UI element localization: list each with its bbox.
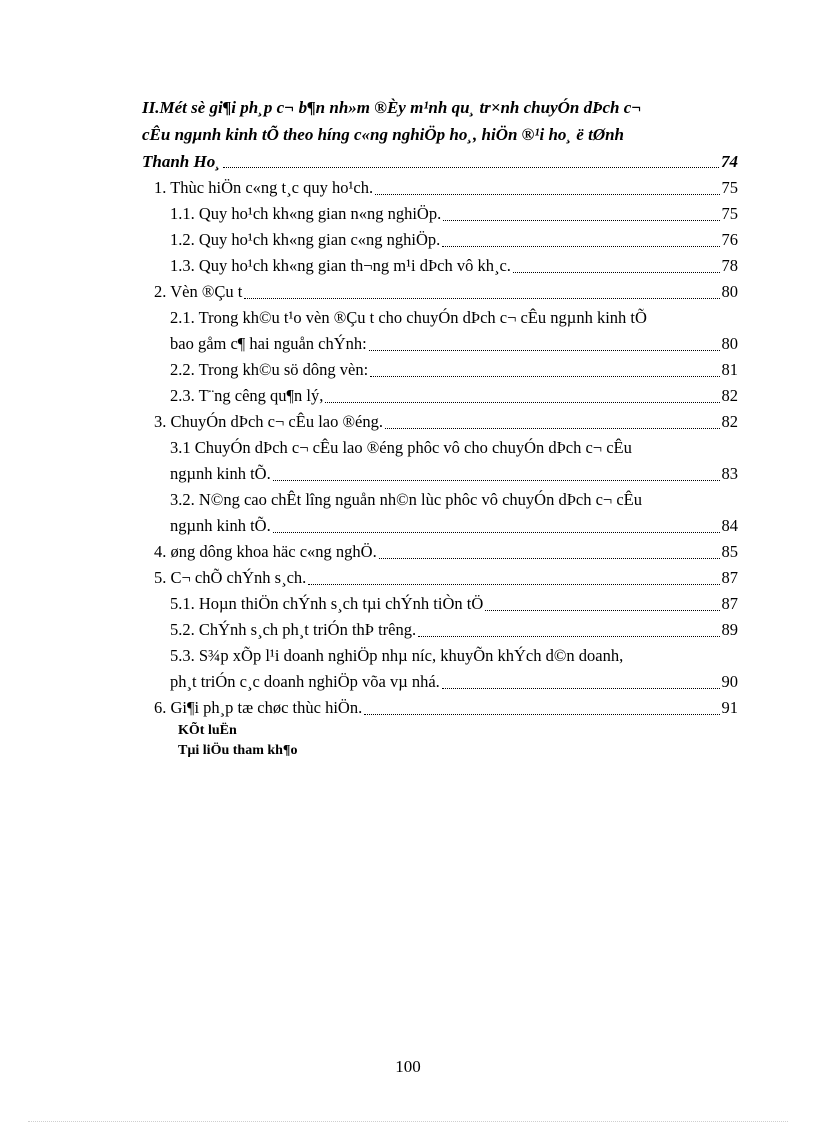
toc-entry-page: 78 xyxy=(721,256,738,275)
footer-divider xyxy=(28,1121,788,1122)
toc-entry-page: 84 xyxy=(721,516,738,535)
toc-entry[interactable] xyxy=(142,253,738,279)
toc-entry[interactable] xyxy=(142,565,738,591)
toc-entry-title: 1. Thùc hiÖn c«ng t¸c quy ho¹ch. xyxy=(154,178,374,197)
toc-entry-title: ngµnh kinh tÕ. xyxy=(170,516,271,535)
leader-dots xyxy=(485,610,719,611)
toc-entry-page: 90 xyxy=(721,672,738,691)
toc-entry[interactable] xyxy=(142,539,738,565)
toc-entry[interactable] xyxy=(142,669,738,695)
leader-dots xyxy=(418,636,719,637)
toc-entry-title: 5. C¬ chÕ chÝnh s¸ch. xyxy=(154,568,307,587)
toc-entry-page: 89 xyxy=(721,620,738,639)
toc-entry-page: 76 xyxy=(721,230,738,249)
toc-entry-page: 87 xyxy=(721,568,738,587)
heading-line-1: II.Mét sè gi¶i ph¸p c¬ b¶n nh»m ®Èy m¹nh qu¸ tr×nh chuyÓn dÞch c¬ xyxy=(142,98,642,117)
toc-entry[interactable] xyxy=(142,461,738,487)
leader-dots xyxy=(273,480,720,481)
leader-dots xyxy=(369,350,720,351)
toc-entry-title: 5.1. Hoµn thiÖn chÝnh s¸ch tµi chÝnh tiÒn tÖ xyxy=(170,594,484,613)
table-of-contents xyxy=(142,94,738,761)
toc-entry-title: 6. Gi¶i ph¸p tæ chøc thùc hiÖn. xyxy=(154,698,363,717)
toc-entry-page: 81 xyxy=(721,360,738,379)
leader-dots xyxy=(325,402,719,403)
toc-entry-title: 2.2. Trong kh©u sö dông vèn: xyxy=(170,360,369,379)
toc-entry-page: 91 xyxy=(721,698,738,717)
toc-conclusion[interactable]: KÕt luËn xyxy=(178,723,237,738)
leader-dots xyxy=(364,714,719,715)
toc-references[interactable]: Tµi liÖu tham kh¶o xyxy=(178,743,298,758)
leader-dots xyxy=(379,558,720,559)
toc-entry[interactable] xyxy=(142,331,738,357)
leader-dots xyxy=(442,246,719,247)
toc-entry[interactable] xyxy=(142,617,738,643)
toc-entry-title-line-1: 3.2. N©ng cao chÊt lîng nguån nh©n lùc phôc vô chuyÓn dÞch c¬ cÊu xyxy=(170,490,642,509)
toc-entry-page: 80 xyxy=(721,334,738,353)
toc-entry-title-line-1: 5.3. S¾p xÕp l¹i doanh nghiÖp nhµ níc, khuyÕn khÝch d©n doanh, xyxy=(170,646,624,665)
toc-entry-page: 80 xyxy=(721,282,738,301)
heading-line-3 xyxy=(142,148,738,175)
toc-entry-page: 75 xyxy=(721,178,738,197)
toc-entry[interactable] xyxy=(142,695,738,721)
leader-dots xyxy=(385,428,720,429)
toc-entry-page: 83 xyxy=(721,464,738,483)
toc-entry-title-line-1: 2.1. Trong kh©u t¹o vèn ®Çu t cho chuyÓn dÞch c¬ cÊu ngµnh kinh tÕ xyxy=(170,308,647,327)
toc-entry-page: 85 xyxy=(721,542,738,561)
toc-entry[interactable] xyxy=(142,591,738,617)
leader-dots xyxy=(273,532,720,533)
toc-entry[interactable] xyxy=(142,227,738,253)
toc-entry-title: 2.3. T¨ng cêng qu¶n lý, xyxy=(170,386,324,405)
toc-entry-title: 1.3. Quy ho¹ch kh«ng gian th¬ng m¹i dÞch vô kh¸c. xyxy=(170,256,511,275)
toc-entry-title: 5.2. ChÝnh s¸ch ph¸t triÓn thÞ trêng. xyxy=(170,620,417,639)
toc-entry-title: ngµnh kinh tÕ. xyxy=(170,464,271,483)
toc-entry[interactable] xyxy=(142,383,738,409)
toc-entry-title: 1.2. Quy ho¹ch kh«ng gian c«ng nghiÖp. xyxy=(170,230,441,249)
leader-dots xyxy=(513,272,720,273)
toc-entry-title: 3. ChuyÓn dÞch c¬ cÊu lao ®éng. xyxy=(154,412,383,431)
heading-line-3-text: Thanh Ho¸ xyxy=(142,152,221,171)
leader-dots xyxy=(375,194,719,195)
toc-entry-page: 82 xyxy=(721,412,738,431)
toc-entry-page: 82 xyxy=(721,386,738,405)
toc-entry-title: 2. Vèn ®Çu t xyxy=(154,282,243,301)
leader-dots xyxy=(443,220,719,221)
toc-entry[interactable] xyxy=(142,279,738,305)
leader-dots xyxy=(370,376,719,377)
toc-entry-title: ph¸t triÓn c¸c doanh nghiÖp võa vµ nhá. xyxy=(170,672,440,691)
toc-entry-title: 1.1. Quy ho¹ch kh«ng gian n«ng nghiÖp. xyxy=(170,204,442,223)
heading-page: 74 xyxy=(721,152,738,171)
toc-entry[interactable] xyxy=(142,175,738,201)
toc-entry-title: 4. øng dông khoa häc c«ng nghÖ. xyxy=(154,542,377,561)
toc-entry[interactable] xyxy=(142,409,738,435)
toc-entry[interactable] xyxy=(142,513,738,539)
leader-dots xyxy=(223,167,719,168)
leader-dots xyxy=(244,298,719,299)
toc-entry-page: 87 xyxy=(721,594,738,613)
leader-dots xyxy=(308,584,719,585)
toc-entry-title-line-1: 3.1 ChuyÓn dÞch c¬ cÊu lao ®éng phôc vô cho chuyÓn dÞch c¬ cÊu xyxy=(170,438,632,457)
toc-entry[interactable] xyxy=(142,357,738,383)
heading-line-2: cÊu ngµnh kinh tÕ theo híng c«ng nghiÖp ho¸, hiÖn ®¹i ho¸ ë tØnh xyxy=(142,125,625,144)
toc-entry-page: 75 xyxy=(721,204,738,223)
toc-entry-title: bao gåm c¶ hai nguån chÝnh: xyxy=(170,334,367,353)
toc-heading xyxy=(142,94,738,175)
toc-entry[interactable] xyxy=(142,201,738,227)
page-number: 100 xyxy=(395,1057,421,1076)
leader-dots xyxy=(442,688,720,689)
